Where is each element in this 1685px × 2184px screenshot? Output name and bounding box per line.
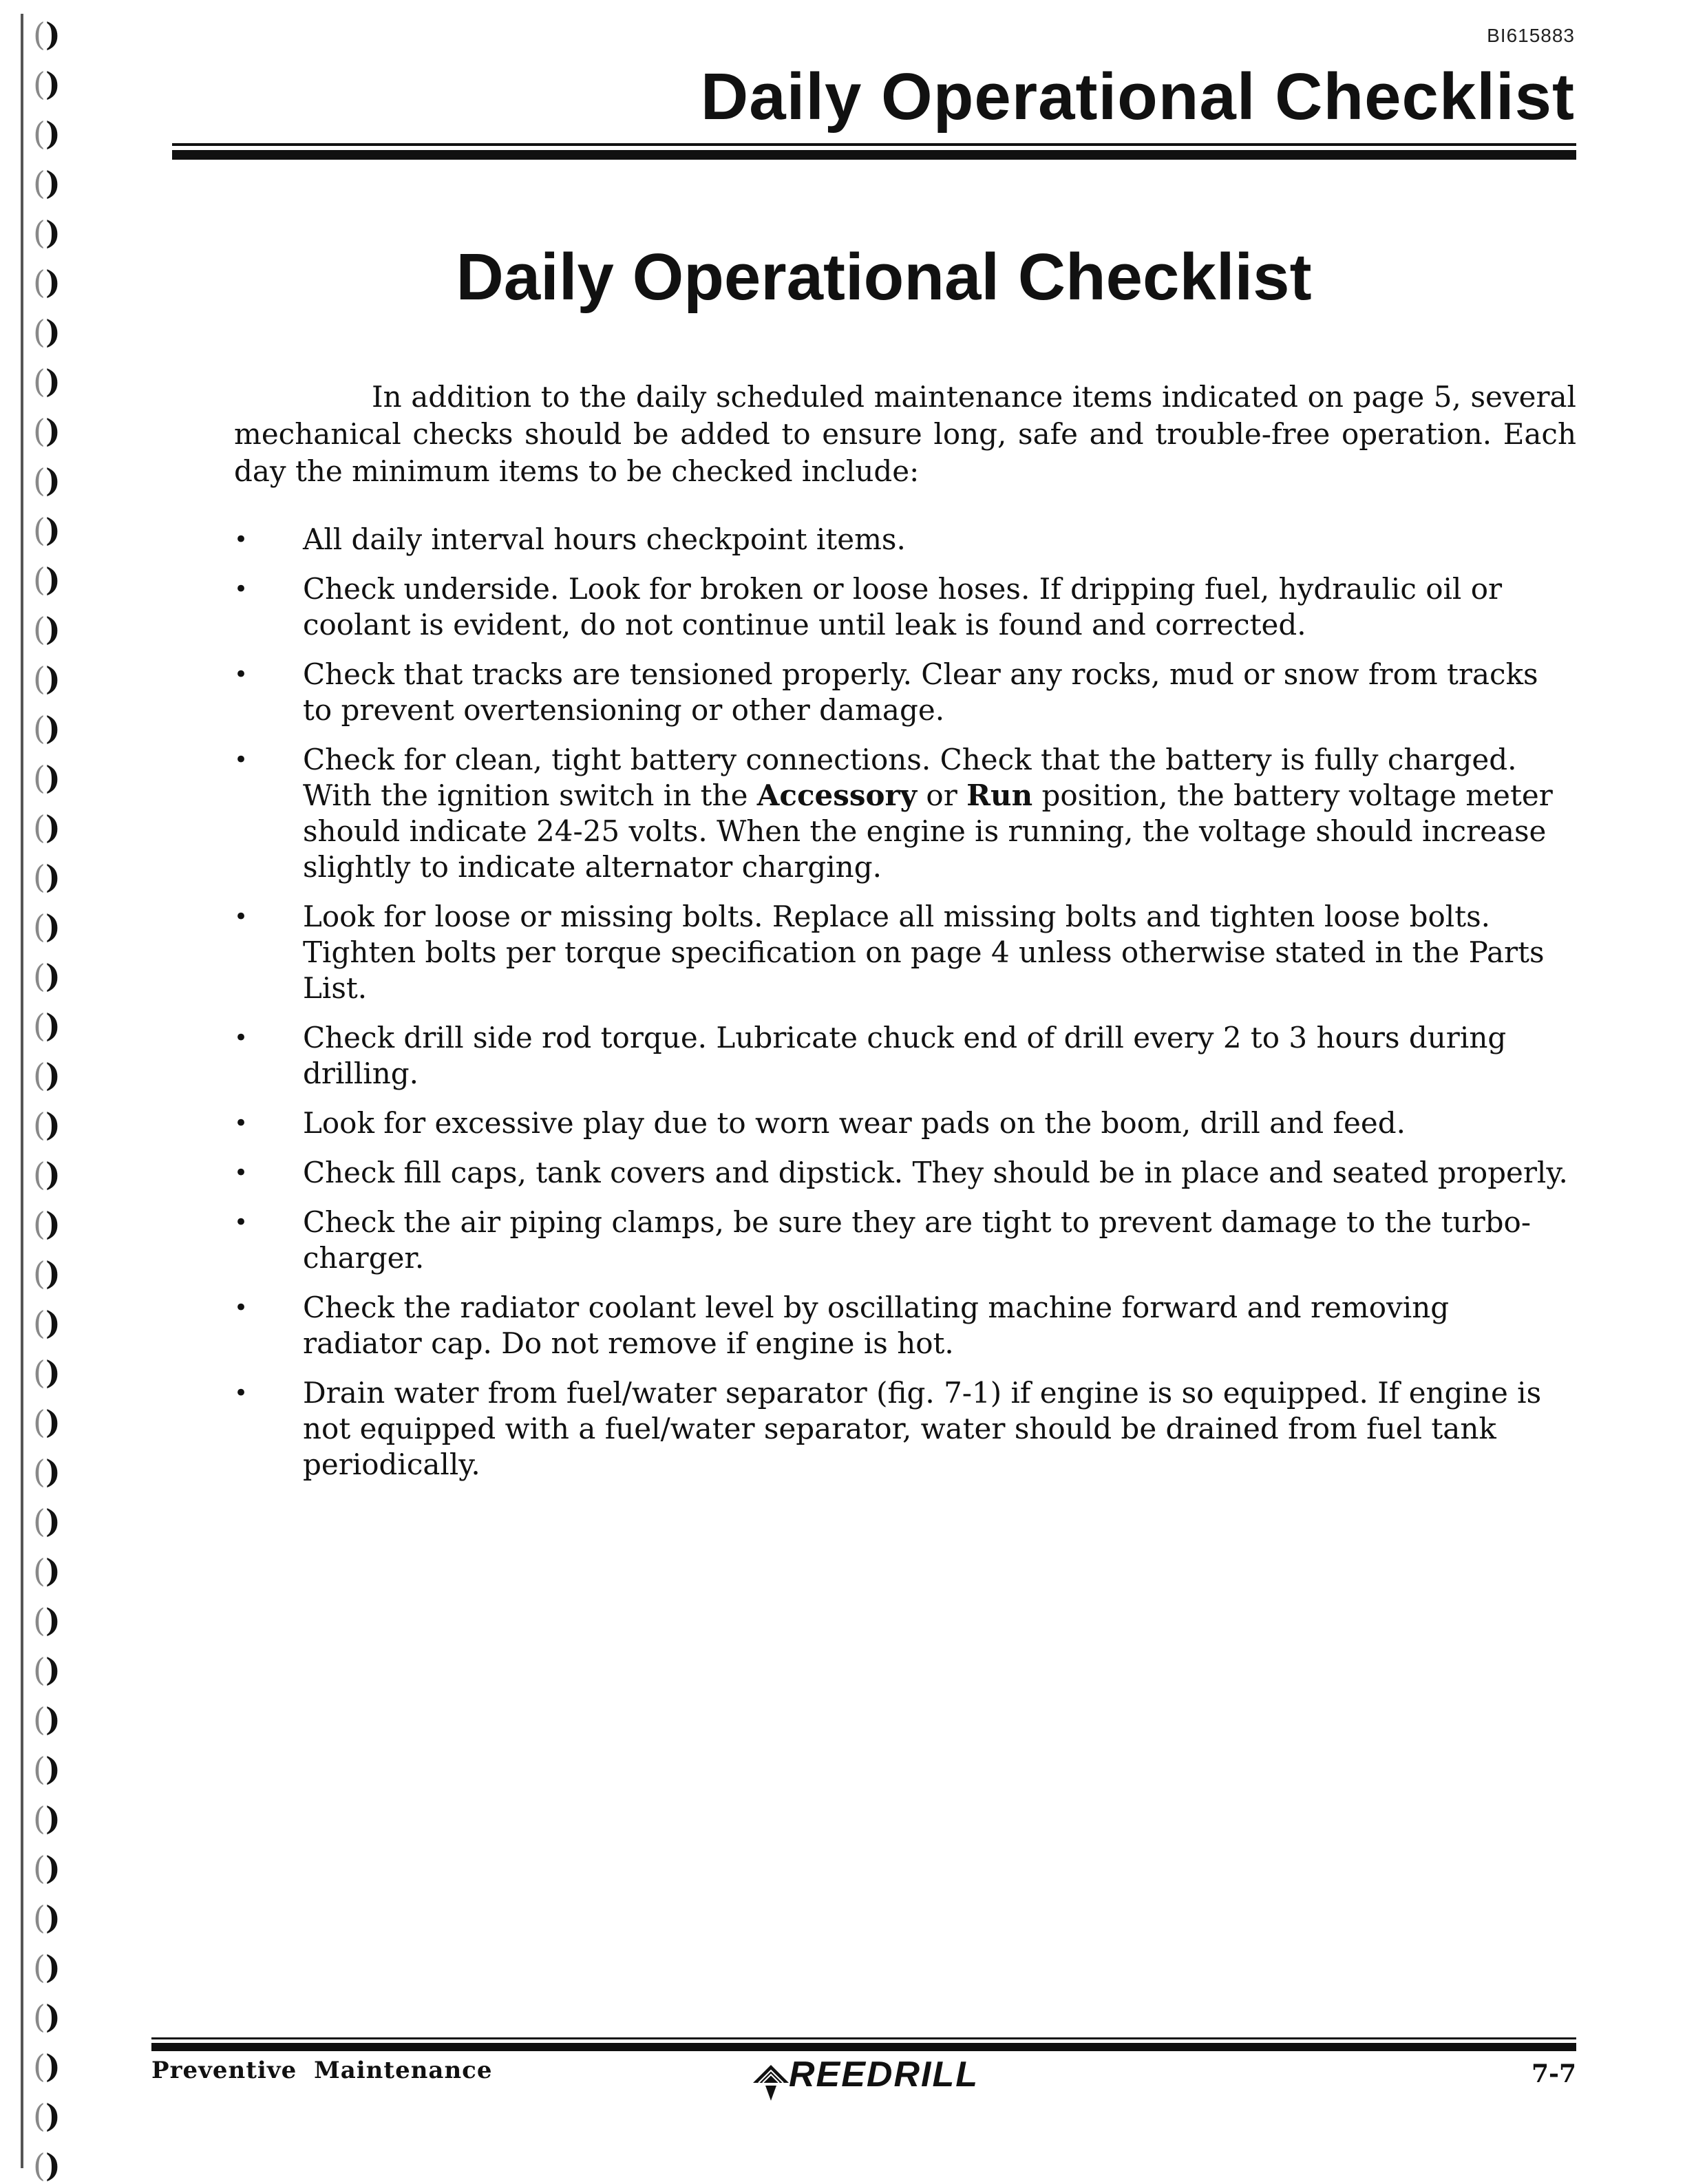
- binding-hole-icon: (): [33, 313, 61, 350]
- binding-hole-icon: (): [33, 214, 61, 251]
- binding-hole-icon: (): [33, 710, 61, 747]
- page-number: 7-7: [1531, 2059, 1576, 2088]
- footer-rule-thick: [151, 2043, 1576, 2051]
- footer-section-title: Preventive Maintenance: [151, 2057, 493, 2084]
- binding-hole-icon: (): [33, 1106, 61, 1143]
- header-rule-thin: [172, 143, 1576, 146]
- bullet-icon: •: [234, 1024, 248, 1052]
- drill-logo-icon: [750, 2055, 792, 2103]
- binding-hole-icon: (): [33, 1403, 61, 1441]
- header-rule-thick: [172, 150, 1576, 160]
- accessory-position-label: Accessory: [756, 778, 918, 812]
- binding-hole-icon: (): [33, 1453, 61, 1490]
- binding-hole-icon: (): [33, 2097, 61, 2134]
- bullet-icon: •: [234, 1379, 248, 1407]
- list-item-text-part: or: [917, 778, 967, 812]
- binding-hole-icon: (): [33, 908, 61, 945]
- binding-holes: [14, 14, 76, 2184]
- binding-hole-icon: (): [33, 1552, 61, 1589]
- binding-hole-icon: (): [33, 1949, 61, 1986]
- bullet-icon: •: [234, 903, 248, 931]
- list-item: [234, 1205, 1576, 1276]
- list-item: [234, 1020, 1576, 1092]
- binding-hole-icon: (): [33, 462, 61, 499]
- list-item-text-part: position, the battery voltage meter should indicate 24-25 volts. When the engine is running, the voltage should increase slightly to indicate alternator charging.: [303, 778, 1553, 884]
- list-item-text-part: Check for clean, tight battery connections. Check that the battery is fully charged. With the ignition switch in the: [303, 743, 1517, 812]
- binding-hole-icon: (): [33, 611, 61, 648]
- bullet-icon: •: [234, 526, 248, 553]
- running-header-title: Daily Operational Checklist: [700, 60, 1575, 134]
- binding-hole-icon: (): [33, 65, 61, 103]
- list-item: [234, 1375, 1576, 1483]
- checklist: [234, 522, 1576, 1496]
- list-item-text: Drain water from fuel/water separator (fig. 7-1) if engine is so equipped. If engine is not equipped with a fuel/water separator, water should be drained from fuel tank periodically.: [303, 1376, 1542, 1481]
- bullet-icon: •: [234, 661, 248, 688]
- list-item-text: Check fill caps, tank covers and dipstick. They should be in place and seated properly.: [303, 1156, 1568, 1189]
- binding-hole-icon: (): [33, 1354, 61, 1391]
- bullet-icon: •: [234, 1110, 248, 1137]
- binding-hole-icon: (): [33, 1205, 61, 1242]
- list-item-text: Check drill side rod torque. Lubricate chuck end of drill every 2 to 3 hours during drilling.: [303, 1021, 1507, 1090]
- binding-hole-icon: (): [33, 1998, 61, 2035]
- binding-hole-icon: (): [33, 1156, 61, 1193]
- binding-hole-icon: (): [33, 1750, 61, 1788]
- list-item: [234, 742, 1576, 885]
- list-item-text: [303, 743, 1553, 884]
- binding-hole-icon: (): [33, 511, 61, 549]
- list-item-text: Check underside. Look for broken or loose hoses. If dripping fuel, hydraulic oil or coolant is evident, do not continue until leak is found and corrected.: [303, 572, 1503, 642]
- binding-hole-icon: (): [33, 809, 61, 846]
- list-item: [234, 1290, 1576, 1361]
- binding-hole-icon: (): [33, 1602, 61, 1639]
- binding-hole-icon: (): [33, 115, 61, 152]
- list-item: [234, 571, 1576, 643]
- bullet-icon: •: [234, 746, 248, 774]
- binding-hole-icon: (): [33, 1007, 61, 1044]
- bullet-icon: •: [234, 1159, 248, 1187]
- binding-hole-icon: (): [33, 363, 61, 400]
- list-item: [234, 1105, 1576, 1141]
- bullet-icon: •: [234, 1294, 248, 1322]
- binding-hole-icon: (): [33, 1800, 61, 1837]
- binding-hole-icon: (): [33, 561, 61, 598]
- list-item: [234, 522, 1576, 558]
- list-item-text: Check the radiator coolant level by oscillating machine forward and removing radiator cap. Do not remove if engine is hot.: [303, 1291, 1450, 1360]
- binding-hole-icon: (): [33, 412, 61, 449]
- bullet-icon: •: [234, 1209, 248, 1236]
- page-title: Daily Operational Checklist: [456, 240, 1312, 314]
- binding-edge-line: [21, 14, 23, 2168]
- reedrill-logo: [750, 2055, 979, 2110]
- binding-hole-icon: (): [33, 264, 61, 301]
- list-item-text: Look for loose or missing bolts. Replace all missing bolts and tighten loose bolts. Tighten bolts per torque specification on page 4 unless otherwise stated in the Parts List.: [303, 900, 1545, 1005]
- list-item: [234, 1155, 1576, 1191]
- list-item-text: Check the air piping clamps, be sure they are tight to prevent damage to the turbo-charger.: [303, 1205, 1532, 1275]
- list-item: [234, 657, 1576, 728]
- footer-rule-thin: [151, 2037, 1576, 2039]
- run-position-label: Run: [966, 778, 1033, 812]
- binding-hole-icon: (): [33, 1057, 61, 1094]
- binding-hole-icon: (): [33, 1899, 61, 1936]
- intro-paragraph: In addition to the daily scheduled maintenance items indicated on page 5, several mechanical checks should be added to ensure long, safe and trouble-free operation. Each day the minimum items to be checked include:: [234, 380, 1576, 488]
- list-item: [234, 899, 1576, 1006]
- logo-wordmark: REEDRILL: [789, 2055, 979, 2095]
- list-item-text: Look for excessive play due to worn wear pads on the boom, drill and feed.: [303, 1106, 1406, 1140]
- binding-hole-icon: (): [33, 759, 61, 796]
- binding-hole-icon: (): [33, 1651, 61, 1688]
- binding-hole-icon: (): [33, 1701, 61, 1738]
- document-id: BI615883: [1487, 25, 1575, 46]
- binding-hole-icon: (): [33, 2147, 61, 2184]
- binding-hole-icon: (): [33, 660, 61, 697]
- binding-hole-icon: (): [33, 16, 61, 53]
- binding-hole-icon: (): [33, 957, 61, 995]
- bullet-icon: •: [234, 575, 248, 603]
- binding-hole-icon: (): [33, 2048, 61, 2085]
- binding-hole-icon: (): [33, 1503, 61, 1540]
- binding-hole-icon: (): [33, 1304, 61, 1342]
- binding-hole-icon: (): [33, 858, 61, 895]
- binding-hole-icon: (): [33, 165, 61, 202]
- binding-hole-icon: (): [33, 1255, 61, 1292]
- list-item-text: All daily interval hours checkpoint items.: [303, 522, 906, 556]
- binding-hole-icon: (): [33, 1849, 61, 1887]
- list-item-text: Check that tracks are tensioned properly. Clear any rocks, mud or snow from tracks to prevent overtensioning or other damage.: [303, 657, 1538, 727]
